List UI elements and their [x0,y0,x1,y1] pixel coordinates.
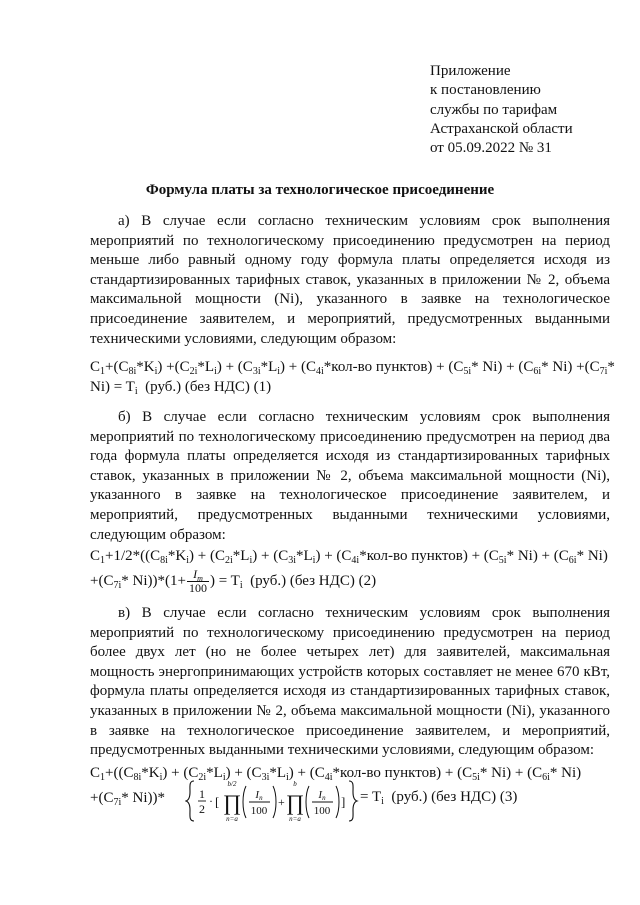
formula-3-product-expression [185,778,360,824]
formula-2 [90,546,612,595]
dot-operator: · [209,794,213,808]
bracket-close: ] [341,794,346,809]
approval-line: службы по тарифам [430,101,558,118]
product-2-lower: n=a [289,815,301,823]
approval-line: Приложение [430,63,511,79]
plus-operator: + [278,795,285,809]
approval-block [430,62,573,158]
formula-2-line-1: $C_1+1/2*((C_{8i}*K_i) + (C_{2i}*L_i) + (C_{3i}*L_i) + (C_{4i}*кол-во$ пунктов) + ($C_{5i}*$ $Ni) + (C_{6i}*$ Ni) [90,548,608,566]
paren-close-1 [273,786,276,818]
bracket-open: [ [215,794,220,809]
formula-3-line-2: $+(C_{7i}*$ Ni))* [90,790,165,808]
approval-line: к постановлению [430,82,541,99]
paragraph-a-text: а) В случае если согласно техническим условиям срок выполнения мероприятий по технологическому присоединению предусмотрен на период меньше либо равный одному году формула платы определяется исходя из стандартизированных тарифных ставок, указанных в приложении № 2, объема максимальной мощности (Ni), указанного в заявке на технологическое присоединение заявителем, и мероприятий, предусмотренных выданными техническими условиями, следующим образом: [90,213,610,347]
fraction-im-100: $\frac{I_m}{100}$ [188,567,207,595]
product-2-upper: b [293,780,297,788]
product-1-lower: n=a [226,815,238,823]
product-2-symbol: ∏ [285,790,305,815]
formula-3-line-1: $C_1+((C_{8i}*K_i) + (C_{2i}*L_i) + (C_{3i}*L_i) + (C_{4i}*кол-во$ пунктов) + ($C_{5i}*$ $Ni) + (C_{6i}*$ Ni) [90,765,582,783]
paragraph-c-text: в) В случае если согласно техническим условиям срок выполнения мероприятий по технологическому присоединению предусмотрен на период более двух лет (но не более четырех лет) для заявителей, максимальная мощность энергопринимающих устройств которых составляет не менее 670 кВт, формула платы определяется исходя из стандартизированных тарифных ставок, указанных в приложении № 2, объема максимальной мощности (Ni), указанного в заявке на технологическое присоединение заявителем, и мероприятий, предусмотренных выданными техническими условиями, следующим образом: [90,605,610,759]
paragraph-a [90,212,610,349]
paren-open-2 [306,786,309,818]
in-denominator-2: 100 [313,805,331,817]
in-numerator-2: In [318,789,326,802]
paragraph-c [90,604,610,761]
formula-2-line-2: $+(C_{7i}*$ Ni))*(1+ $\frac{I_m}{100}$ ) = $T_i$ (руб.) (без НДС) (2) [90,567,377,595]
document-title: Формула платы за технологическое присоединение [145,182,495,198]
in-denominator-1: 100 [250,805,268,817]
paragraph-b-text: б) В случае если согласно техническим условиям срок выполнения мероприятий по технологическому присоединению предусмотрен на период два года формула платы определяется исходя из стандартизированных тарифных ставок, указанных в приложении № 2, объема максимальной мощности (Ni), указанного в заявке на технологическое присоединение заявителем, и мероприятий, предусмотренных выданными техническими условиями, следующим образом: [90,409,610,543]
product-1-symbol: ∏ [222,790,242,815]
paren-close-2 [336,786,339,818]
product-1-upper: b/2 [227,780,237,788]
in-numerator-1: In [255,789,263,802]
formula-3-result: = $T_i$ (руб.) (без НДС) (3) [360,789,518,807]
paren-open-1 [243,786,246,818]
half-denominator: 2 [199,802,205,816]
formula-1-line-1: $C_1+(C_{8i}*K_i) +(C_{2i}*L_i) + (C_{3i}*L_i) + (C_{4i}*кол-во$ пунктов) + ($C_{5i}*$ $Ni) + (C_{6i}*$ $Ni) +(C_{7i}*$ [90,359,615,377]
approval-line: Астраханской области [430,120,573,137]
half-numerator: 1 [199,787,205,801]
formula-1 [90,357,615,397]
brace-close-icon [349,781,357,821]
formula-1-line-2: $Ni) = T_i$ (руб.) (без НДС) (1) [90,379,272,397]
paragraph-b [90,408,610,545]
brace-open-icon [186,781,194,821]
approval-line: от 05.09.2022 № 31 [430,140,552,157]
